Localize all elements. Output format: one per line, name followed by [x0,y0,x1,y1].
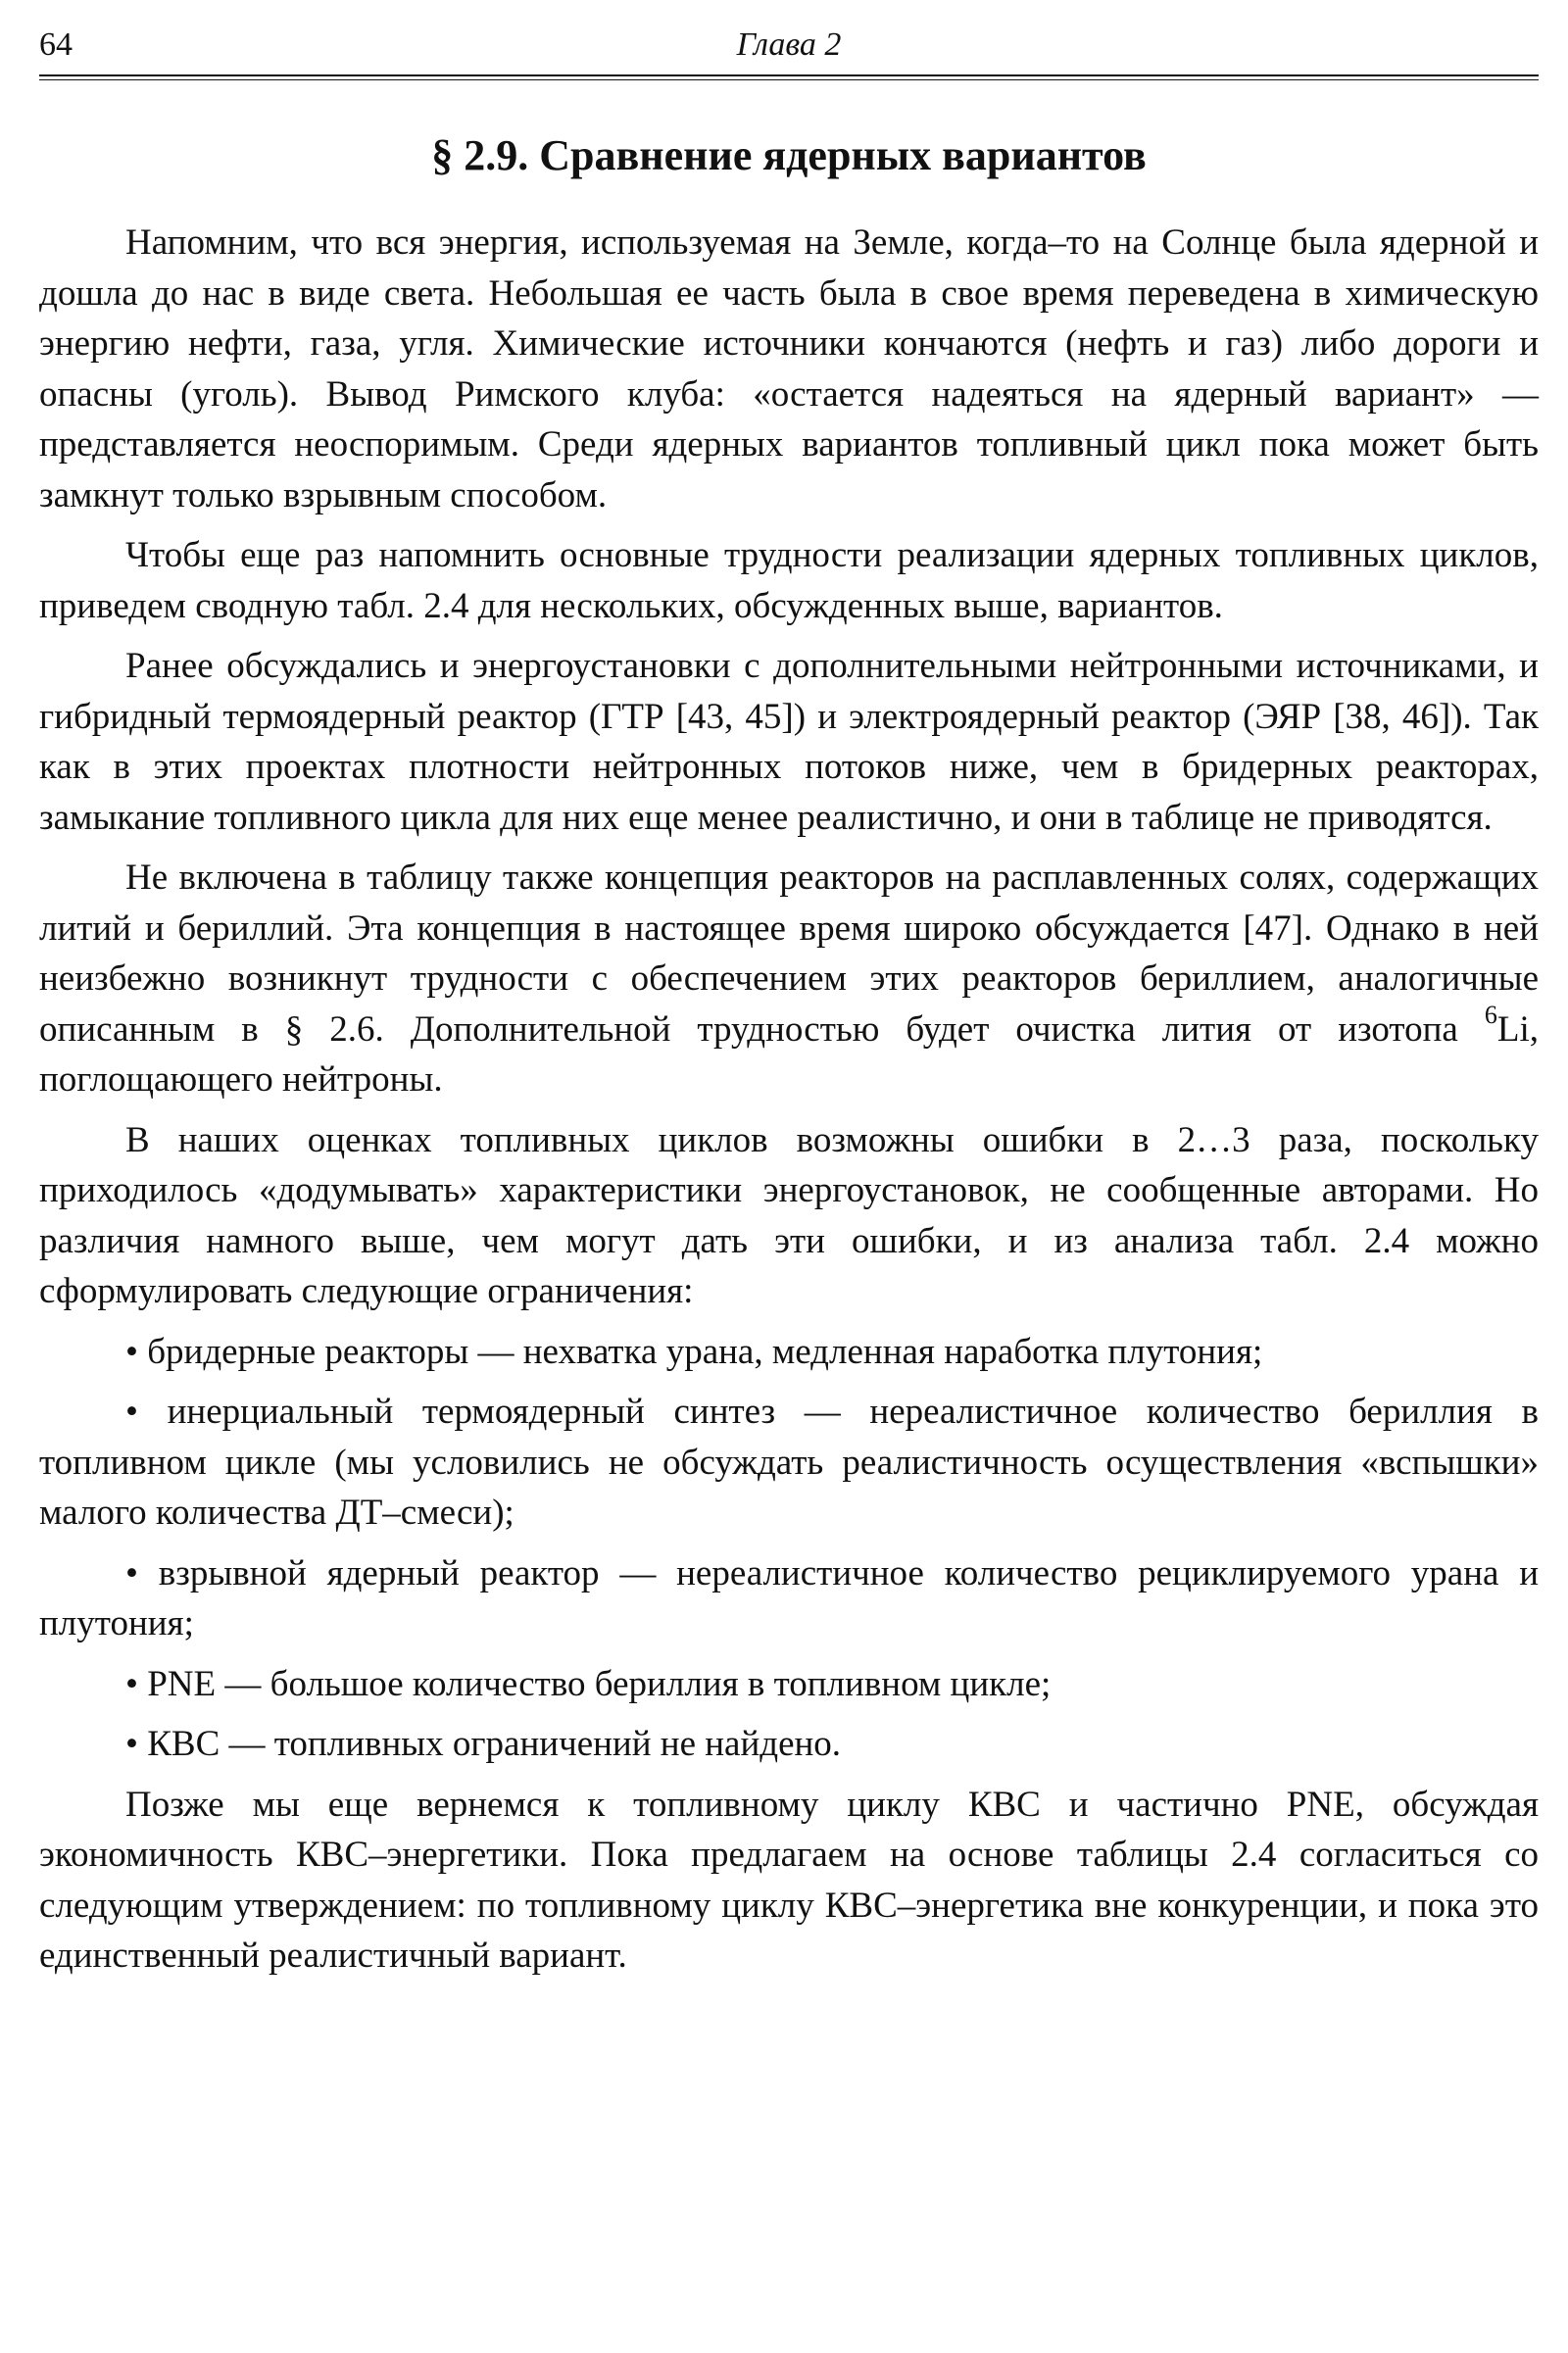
bullet-mark: • [125,1724,138,1764]
list-item-text: PNE — большое количество бериллия в топливном цикле; [147,1663,1052,1704]
limitations-list [39,1327,1539,1770]
list-item-text: бридерные реакторы — нехватка урана, медленная наработка плутония; [147,1331,1263,1372]
molten-salt-text: Не включена в таблицу также концепция реакторов на расплавленных солях, содержащих литий и бериллий. Эта концепция в настоящее время широко обсуждается [47]. Однако в ней неизбежно возникнут трудности с обеспечением этих реакторов бериллием, аналогичные описанным в § 2.6. Дополнительной трудностью будет очистка лития от изотопа [39,858,1539,1050]
book-page [39,20,1539,1991]
list-item [39,1387,1539,1539]
paragraph-estimation-errors: В наших оценках топливных циклов возможны ошибки в 2…3 раза, поскольку приходилось «додумывать» характеристики энергоустановок, не сообщенные авторами. Но различия намного выше, чем могут дать эти ошибки, и из анализа табл. 2.4 можно сформулировать следующие ограничения: [39,1119,1539,1311]
paragraph-conclusion: Позже мы еще вернемся к топливному циклу КВС и частично PNE, обсуждая экономичность КВС–энергетики. Пока предлагаем на основе таблицы 2.4 согласиться со следующим утверждением: по топливному циклу КВС–энергетика вне конкуренции, и пока это единственный реалистичный вариант. [39,1784,1539,1976]
bullet-mark: • [125,1552,138,1593]
chapter-label: Глава 2 [736,26,842,63]
paragraph-molten-salt [39,853,1539,1105]
list-item-text: КВС — топливных ограничений не найдено. [147,1724,842,1764]
paragraph-table-reference: Чтобы еще раз напомнить основные трудности реализации ядерных топливных циклов, приведем сводную табл. 2.4 для нескольких, обсужденных выше, вариантов. [39,535,1539,626]
list-item [39,1659,1539,1710]
list-item [39,1548,1539,1649]
list-item-text: инерциальный термоядерный синтез — нереалистичное количество бериллия в топливном цикле (мы условились не обсуждать реалистичность осуществления «вспышки» малого количества ДТ–смеси); [39,1392,1539,1533]
running-header [39,20,1539,71]
bullet-mark: • [125,1392,138,1432]
list-item [39,1719,1539,1770]
page-number: 64 [39,26,73,63]
isotope-symbol: Li [1496,1008,1530,1050]
bullet-mark: • [125,1663,138,1704]
list-item-text: взрывной ядерный реактор — нереалистичное количество рециклируемого урана и плутония; [39,1552,1540,1643]
section-title: § 2.9. Сравнение ядерных вариантов [431,131,1147,179]
header-rule [39,74,1539,80]
bullet-mark: • [125,1331,138,1372]
list-item [39,1327,1539,1378]
molten-salt-text-end: , поглощающего нейтроны. [39,1008,1539,1100]
isotope-mass-number: 6 [1484,1001,1497,1030]
paragraph-energy-origin: Напомним, что вся энергия, используемая на Земле, когда–то на Солнце была ядерной и дошла до нас в виде света. Небольшая ее часть была в свое время переведена в химическую энергию нефти, газа, угля. Химические источники кончаются (нефть и газ) либо дороги и опасны (уголь). Вывод Римского клуба: «остается надеяться на ядерный вариант» — представляется неоспоримым. Среди ядерных вариантов топливный цикл пока может быть замкнут только взрывным способом. [39,222,1539,515]
paragraph-neutron-sources: Ранее обсуждались и энергоустановки с дополнительными нейтронными источниками, и гибридный термоядерный реактор (ГТР [43, 45]) и электроядерный реактор (ЭЯР [38, 46]). Так как в этих проектах плотности нейтронных потоков ниже, чем в бридерных реакторах, замыкание топливного цикла для них еще менее реалистично, и они в таблице не приводятся. [39,646,1539,838]
